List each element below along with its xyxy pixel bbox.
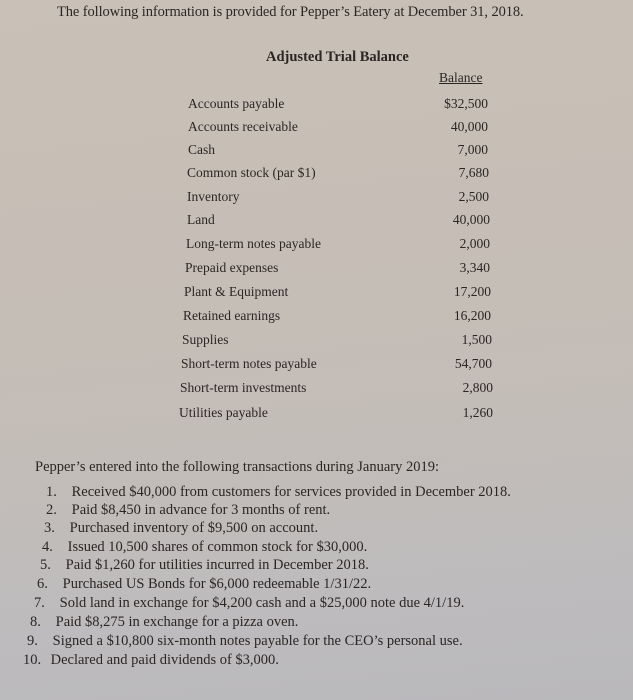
list-item [42,539,367,556]
table-row [179,405,493,427]
item-text: Paid $1,260 for utilities incurred in December 2018. [65,557,369,573]
item-text: Issued 10,500 shares of common stock for $30,000. [67,539,368,555]
account-balance: 16,200 [453,308,491,323]
list-item [44,520,318,537]
item-number: 9. [27,633,38,649]
table-row [180,380,493,402]
account-name: Short-term notes payable [181,356,317,371]
list-item [46,502,330,519]
table-row [187,165,489,187]
item-number: 6. [37,576,48,592]
item-number: 5. [40,557,51,573]
table-row [184,284,491,306]
item-text: Declared and paid dividends of $3,000. [50,652,279,668]
account-balance: 1,260 [462,405,493,420]
list-item [34,595,464,612]
transactions-intro: Pepper’s entered into the following transactions during January 2019: [35,459,440,475]
account-name: Cash [188,142,215,157]
item-text: Paid $8,450 in advance for 3 months of rent. [71,502,331,518]
list-item [23,652,279,669]
list-item [27,633,463,650]
item-number: 7. [34,595,45,611]
item-number: 1. [46,484,57,500]
account-name: Long-term notes payable [186,236,321,251]
account-name: Prepaid expenses [185,260,279,275]
account-name: Supplies [182,332,229,347]
account-balance: 3,340 [459,260,490,275]
account-balance: 2,800 [462,380,493,395]
table-row [183,308,491,330]
list-item [30,614,298,631]
item-number: 10. [23,652,42,668]
table-row [188,96,488,118]
balance-column-header: Balance [439,70,483,85]
account-balance: $32,500 [444,96,488,111]
account-balance: 40,000 [452,212,490,227]
list-item [46,484,511,501]
item-number: 3. [44,520,55,536]
account-name: Plant & Equipment [184,284,289,299]
list-item [37,576,371,593]
account-name: Common stock (par $1) [187,165,316,180]
account-balance: 17,200 [453,284,491,299]
account-balance: 2,000 [459,236,490,251]
account-name: Inventory [187,189,240,204]
intro-text: The following information is provided for Pepper’s Eatery at December 31, 2018. [57,4,524,20]
trial-balance-title: Adjusted Trial Balance [266,49,409,65]
table-row [187,212,490,234]
table-row [182,332,492,354]
account-balance: 7,680 [458,165,489,180]
list-item [40,557,369,574]
account-balance: 1,500 [461,332,492,347]
account-name: Accounts payable [188,96,285,111]
table-row [187,189,489,211]
item-text: Received $40,000 from customers for services provided in December 2018. [71,484,511,500]
account-name: Short-term investments [180,380,307,395]
account-balance: 40,000 [450,119,488,134]
item-text: Purchased inventory of $9,500 on account. [69,520,319,536]
account-name: Accounts receivable [188,119,298,134]
item-number: 2. [46,502,57,518]
account-name: Land [187,212,215,227]
table-row [186,236,490,258]
item-number: 4. [42,539,53,555]
table-row [181,356,492,378]
table-row [185,260,490,282]
account-name: Utilities payable [179,405,268,420]
account-balance: 54,700 [454,356,492,371]
item-text: Purchased US Bonds for $6,000 redeemable 1/31/22. [62,576,372,592]
item-text: Sold land in exchange for $4,200 cash and a $25,000 note due 4/1/19. [59,595,465,611]
account-balance: 7,000 [457,142,488,157]
item-number: 8. [30,614,41,630]
table-row [188,119,488,141]
table-row [188,142,488,164]
account-balance: 2,500 [458,189,489,204]
item-text: Paid $8,275 in exchange for a pizza oven. [55,614,299,630]
item-text: Signed a $10,800 six-month notes payable for the CEO’s personal use. [52,633,463,649]
account-name: Retained earnings [183,308,281,323]
